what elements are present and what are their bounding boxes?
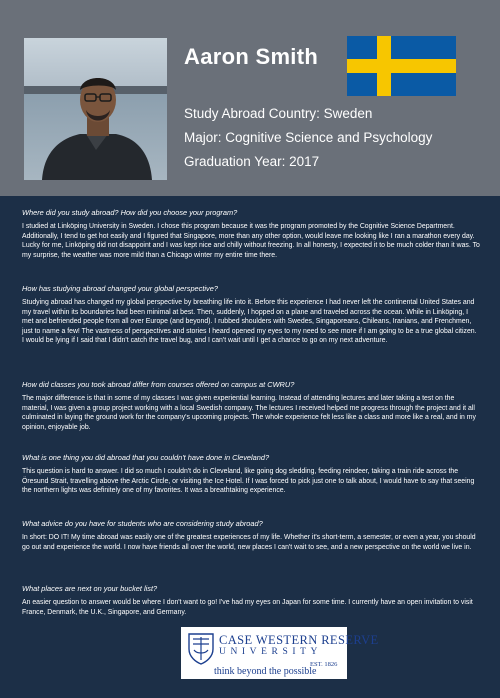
qa-item xyxy=(22,453,480,496)
logo-name: CASE WESTERN RESERVE xyxy=(219,633,379,647)
question: What places are next on your bucket list? xyxy=(22,584,158,593)
study-country: Study Abroad Country: Sweden xyxy=(184,106,373,121)
profile-photo xyxy=(24,38,167,180)
logo-tagline: think beyond the possible xyxy=(214,666,317,677)
answer: An easier question to answer would be where I don't want to go! I've had my eyes on Japan for some time. I currently have an open invitation to visit France, Denmark, the U.K., Singapore, and Germany. xyxy=(22,599,473,616)
answer: Studying abroad has changed my global perspective by breathing life into it. Before this experience I had never left the continental United States and my travel within its boundaries had been minimal at best. Then, suddenly, I hopped on a plane and traveled across the ocean. While in Linköping, I met and befriended people from all over Europe (and beyond). I rubbed shoulders with Swedes, Singaporeans, Chileans, Iranians, and Frenchmen, just to name a few! The vastness of perspectives and stories I heard opened my eyes to my need to see more if I am going to be a true global citizen. I would be lying if I said that I didn't catch the travel bug, and I can't wait until I get a chance to go on my next adventure. xyxy=(22,299,477,345)
answer: The major difference is that in some of my classes I was given experiential learning. Instead of attending lectures and later taking a test on the material, I was given a group project working with a local Swedish company. The lectures I received helped me progress through the project and it all culminated in laying the ground work for the company's upcoming projects. The whole experience felt less like a class and more like a real, and in my opinion, enjoyable job. xyxy=(22,395,476,431)
qa-item xyxy=(22,284,480,346)
profile-header xyxy=(0,0,500,196)
question: What advice do you have for students who are considering study abroad? xyxy=(22,519,263,528)
logo-university: UNIVERSITY xyxy=(219,647,322,657)
question: How has studying abroad changed your global perspective? xyxy=(22,284,218,293)
logo-established: EST. 1826 xyxy=(310,661,338,668)
qa-item xyxy=(22,584,480,617)
sweden-flag-icon xyxy=(347,36,456,96)
answer: In short: DO IT! My time abroad was easily one of the greatest experiences of my life. Whether it's short-term, a semester, or even a year, you should go out and experience the world. I now have friends all over the world, new places I can't wait to see, and a new perspective on the world we live in. xyxy=(22,534,476,551)
major: Major: Cognitive Science and Psychology xyxy=(184,130,433,145)
qa-item xyxy=(22,519,480,552)
cwru-shield-icon xyxy=(188,633,214,665)
question: How did classes you took abroad differ from courses offered on campus at CWRU? xyxy=(22,380,295,389)
student-name: Aaron Smith xyxy=(184,44,319,69)
qa-item xyxy=(22,380,480,432)
answer: I studied at Linköping University in Sweden. I chose this program because it was the program promoted by the Cognitive Science Department. Additionally, I tend to get hot easily and I figured that Singapore, more than any other option, would leave me looking like I ran a marathon every day. Lucky for me, Linköping did not disappoint and I was kept nice and chilly without freezing. In all honesty, I expected it to be much colder than it was. To my surprise, the weather was more mild than a Chicago winter my entire time there. xyxy=(22,223,480,259)
answer: This question is hard to answer. I did so much I couldn't do in Cleveland, like going dog sledding, feeding reindeer, taking a train ride across the Öresund Strait, travelling above the Arctic Circle, or visiting the Ice Hotel. If I was forced to pick just one to talk about, I would have to say that seeing the northern lights was definitely one of my favorites. It was a breathtaking experience. xyxy=(22,468,475,495)
graduation-year: Graduation Year: 2017 xyxy=(184,154,320,169)
question: What is one thing you did abroad that you couldn't have done in Cleveland? xyxy=(22,453,270,462)
qa-item xyxy=(22,208,480,260)
question: Where did you study abroad? How did you choose your program? xyxy=(22,208,238,217)
university-logo xyxy=(181,627,379,679)
